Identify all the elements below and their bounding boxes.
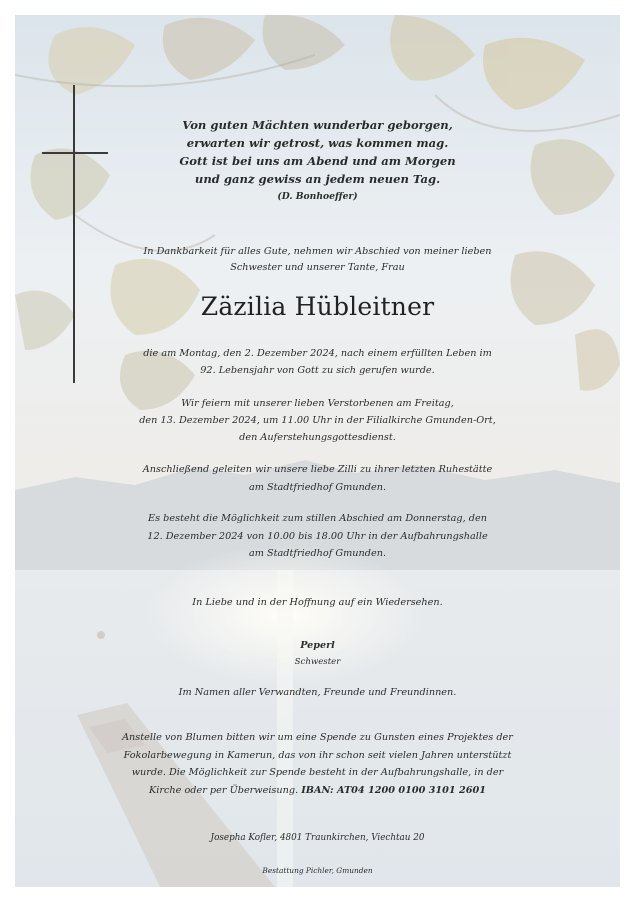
- farewell-line-1: Es besteht die Möglichkeit zum stillen Abschied am Donnerstag, den: [148, 513, 487, 524]
- burial-line-2: am Stadtfriedhof Gmunden.: [248, 482, 387, 493]
- hope-line: In Liebe und in der Hoffnung auf ein Wiedersehen.: [192, 597, 443, 608]
- signer-name: Peperl: [300, 640, 335, 651]
- donation-text: Kirche oder per Überweisung.: [149, 785, 299, 796]
- poem-line-1: Von guten Mächten wunderbar geborgen,: [182, 118, 453, 132]
- service-line-1: Wir feiern mit unserer lieben Verstorbenen am Freitag,: [181, 398, 454, 409]
- deceased-name: Zäzilia Hübleitner: [200, 292, 435, 321]
- donation-line-4: [15, 785, 620, 796]
- signer-relation: Schwester: [294, 657, 341, 667]
- farewell-line-2: 12. Dezember 2024 von 10.00 bis 18.00 Uhr in der Aufbahrungshalle: [147, 531, 488, 542]
- death-notice-line-1: die am Montag, den 2. Dezember 2024, nach einem erfüllten Leben im: [143, 348, 492, 359]
- donation-line-3: wurde. Die Möglichkeit zur Spende besteht in der Aufbahrungshalle, in der: [131, 767, 504, 778]
- donation-line-1: Anstelle von Blumen bitten wir um eine Spende zu Gunsten eines Projektes der: [122, 732, 513, 743]
- service-line-3: den Auferstehungsgottesdienst.: [239, 432, 396, 443]
- service-line-2: den 13. Dezember 2024, um 11.00 Uhr in der Filialkirche Gmunden-Ort,: [139, 415, 496, 426]
- iban: IBAN: AT04 1200 0100 3101 2601: [301, 785, 486, 796]
- intro-line-1: In Dankbarkeit für alles Gute, nehmen wir Abschied von meiner lieben: [143, 246, 492, 257]
- poem-line-2: erwarten wir getrost, was kommen mag.: [186, 136, 449, 150]
- poem-source: (D. Bonhoeffer): [277, 191, 358, 202]
- poem-line-3: Gott ist bei uns am Abend und am Morgen: [179, 154, 456, 168]
- relatives-line: Im Namen aller Verwandten, Freunde und Freundinnen.: [178, 687, 457, 698]
- obituary-text: [15, 15, 620, 887]
- donation-line-2: Fokolarbewegung in Kamerun, das von ihr schon seit vielen Jahren unterstützt: [123, 750, 512, 761]
- death-notice-line-2: 92. Lebensjahr von Gott zu sich gerufen wurde.: [200, 365, 435, 376]
- burial-line-1: Anschließend geleiten wir unsere liebe Zilli zu ihrer letzten Ruhestätte: [142, 464, 493, 475]
- poem-line-4: und ganz gewiss an jedem neuen Tag.: [194, 172, 441, 186]
- intro-line-2: Schwester und unserer Tante, Frau: [230, 262, 405, 273]
- obituary-sheet: [15, 15, 620, 887]
- funeral-home: Bestattung Pichler, Gmunden: [262, 866, 373, 875]
- farewell-line-3: am Stadtfriedhof Gmunden.: [248, 548, 387, 559]
- contact-address: Josepha Kofler, 4801 Traunkirchen, Viechtau 20: [210, 833, 425, 843]
